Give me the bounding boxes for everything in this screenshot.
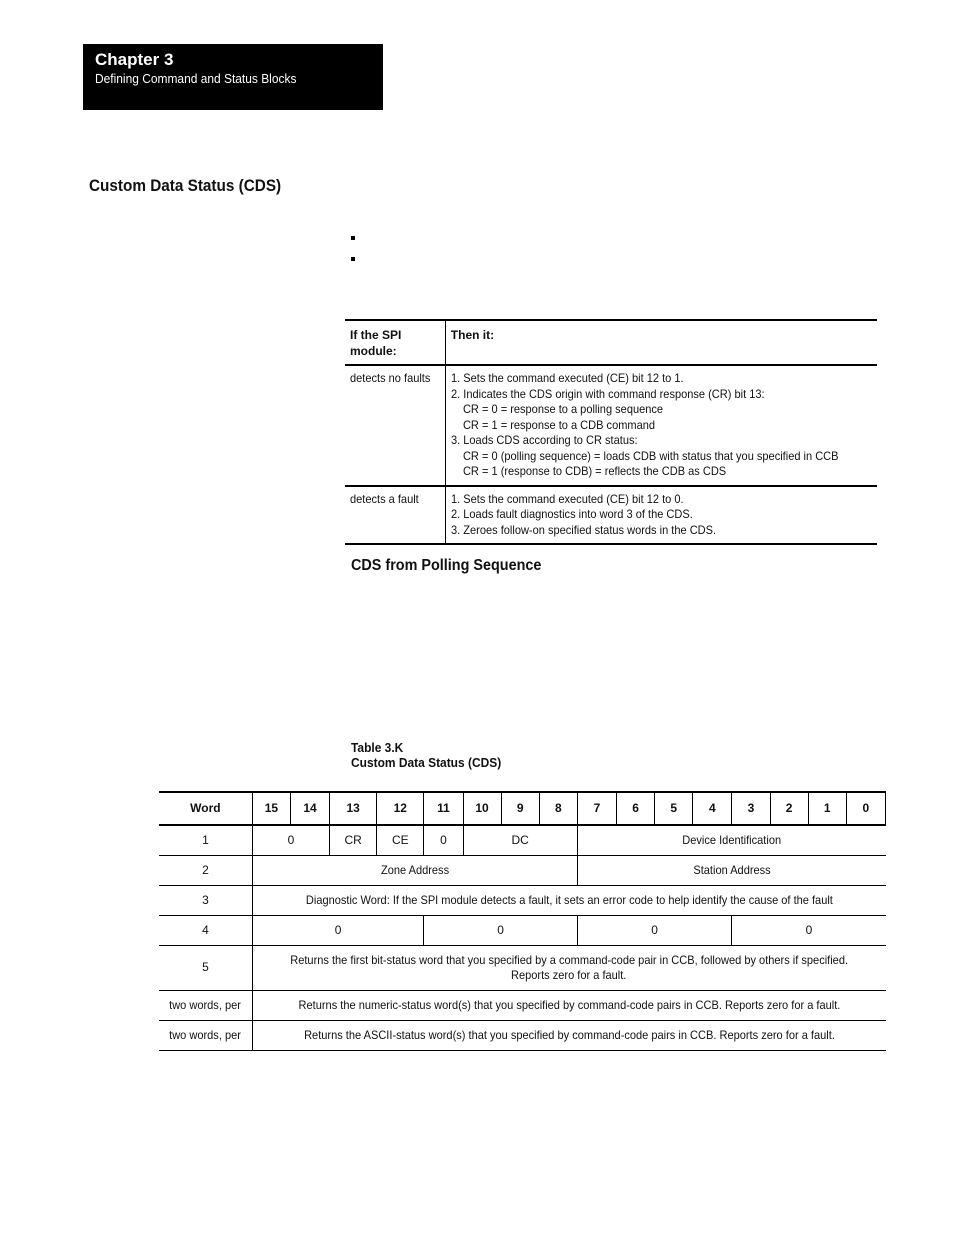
row-condition: [345, 486, 445, 545]
header-bit-15: 15: [252, 792, 290, 825]
header-bit-10: 10: [463, 792, 501, 825]
header-bit-2: 2: [770, 792, 808, 825]
header-bit-14: 14: [290, 792, 329, 825]
header-bit-0: 0: [846, 792, 885, 825]
subsection-title: CDS from Polling Sequence: [351, 557, 542, 574]
nibble-value: 0: [732, 916, 886, 946]
header-bit-12: 12: [377, 792, 424, 825]
action-line: CR = 1 (response to CDB) = reflects the CDB as CDS: [462, 464, 726, 478]
zone-address: [252, 856, 577, 886]
condition-text: detects no faults: [350, 371, 431, 385]
action-line: CR = 1 = response to a CDB command: [462, 417, 655, 432]
bit-status-line: Reports zero for a fault.: [511, 968, 627, 982]
table-row: [159, 886, 886, 916]
zone-address-text: Zone Address: [380, 862, 449, 877]
bit-ce: CE: [377, 825, 424, 856]
section-title: Custom Data Status (CDS): [89, 176, 282, 195]
cds-table: [159, 791, 886, 1051]
header-bit-13: 13: [330, 792, 377, 825]
bit-status-line: Returns the first bit-status word that you specified by a command-code pair in CCB, followed by others if specified.: [290, 952, 849, 967]
action-line: 2. Indicates the CDS origin with command response (CR) bit 13:: [450, 386, 765, 401]
word-number: 3: [159, 886, 252, 916]
station-address: [577, 856, 885, 886]
nibble-value: 0: [252, 916, 424, 946]
header-bit-11: 11: [424, 792, 463, 825]
bits-15-14: 0: [252, 825, 329, 856]
bullet-marker: [351, 257, 355, 261]
table-number: Table 3.K: [351, 740, 404, 755]
action-line: 2. Loads fault diagnostics into word 3 of the CDS.: [450, 507, 693, 521]
table-caption: [351, 740, 501, 770]
table-row: [159, 825, 886, 856]
response-table: [345, 319, 877, 545]
numeric-status-description: [252, 991, 885, 1021]
header-bit-9: 9: [501, 792, 539, 825]
table-caption-title: Custom Data Status (CDS): [351, 755, 502, 770]
table-row: [159, 916, 886, 946]
header-action: Then it:: [445, 320, 877, 365]
bits-dc: DC: [463, 825, 577, 856]
condition-text: detects a fault: [350, 491, 419, 506]
action-line: 3. Zeroes follow-on specified status words in the CDS.: [450, 522, 716, 537]
row-action: [445, 365, 877, 486]
row-action: [445, 486, 877, 545]
action-line: CR = 0 (polling sequence) = loads CDB with status that you specified in CCB: [462, 448, 839, 463]
diagnostic-word-text: Diagnostic Word: If the SPI module detects a fault, it sets an error code to help identify the cause of the fault: [305, 892, 833, 907]
header-bit-8: 8: [539, 792, 577, 825]
bullet-marker: [351, 236, 355, 240]
nibble-value: 0: [424, 916, 578, 946]
table-header-row: [345, 320, 877, 365]
table-header-row: [159, 792, 886, 825]
header-bit-7: 7: [577, 792, 616, 825]
word-number: 4: [159, 916, 252, 946]
word-label: two words, per: [169, 1027, 242, 1042]
device-identification: [577, 825, 885, 856]
word-label: two words, per: [169, 997, 242, 1012]
word-number: 1: [159, 825, 252, 856]
ascii-status-text: Returns the ASCII-status word(s) that you specified by command-code pairs in CCB. Reports zero for a fault.: [303, 1027, 835, 1042]
bit-cr: CR: [330, 825, 377, 856]
action-line: CR = 0 = response to a polling sequence: [462, 402, 663, 416]
chapter-header: [83, 44, 383, 110]
bit-11: 0: [424, 825, 463, 856]
word-number: [159, 1021, 252, 1051]
chapter-number: Chapter 3: [95, 50, 174, 69]
action-line: 1. Sets the command executed (CE) bit 12 to 0.: [450, 491, 684, 506]
word-number: 2: [159, 856, 252, 886]
chapter-title: Defining Command and Status Blocks: [95, 71, 297, 86]
header-bit-3: 3: [732, 792, 770, 825]
header-bit-4: 4: [693, 792, 732, 825]
table-row: [159, 1021, 886, 1051]
diagnostic-word: [252, 886, 885, 916]
table-row: [345, 365, 877, 486]
station-address-text: Station Address: [693, 862, 771, 877]
action-line: 3. Loads CDS according to CR status:: [450, 433, 638, 447]
row-condition: [345, 365, 445, 486]
header-bit-1: 1: [808, 792, 846, 825]
ascii-status-description: [252, 1021, 885, 1051]
bit-status-description: [252, 946, 885, 991]
table-row: [159, 856, 886, 886]
action-line: 1. Sets the command executed (CE) bit 12 to 1.: [450, 371, 684, 385]
header-word: Word: [159, 792, 252, 825]
numeric-status-text: Returns the numeric-status word(s) that you specified by command-code pairs in CCB. Reports zero for a fault.: [298, 997, 841, 1012]
nibble-value: 0: [577, 916, 732, 946]
header-bit-5: 5: [655, 792, 693, 825]
header-condition: If the SPI module:: [345, 320, 445, 365]
word-number: 5: [159, 946, 252, 991]
table-row: [159, 991, 886, 1021]
table-row: [159, 946, 886, 991]
table-row: [345, 486, 877, 545]
word-number: [159, 991, 252, 1021]
device-identification-text: Device Identification: [682, 832, 782, 847]
header-bit-6: 6: [617, 792, 655, 825]
